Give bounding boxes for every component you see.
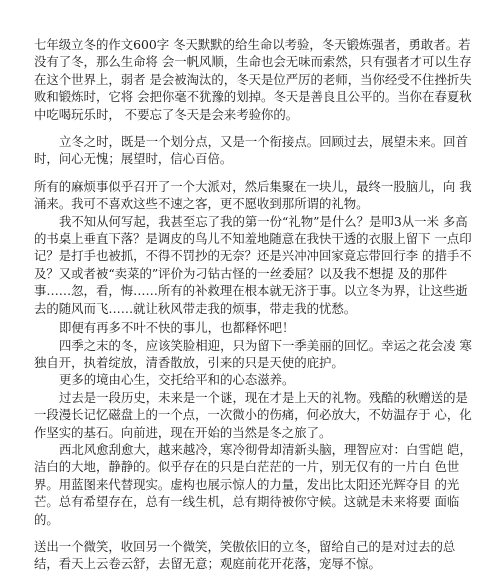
paragraph-state-of-mind: 更多的境由心生，交托给平和的心态滋养。	[59, 372, 295, 388]
paragraph-past-future: 过去是一段历史，未来是一个谜，现在才是上天的礼物。残酷的秋赠送的是一段漫长记忆磁盘上的一个点，一次微小的伤痛，何必放大，不妨温存于 心，化作坚实的基石。向前进，现在开始的当然是冬之旅了。	[34, 389, 472, 440]
paragraph-dividing-point: 立冬之时，既是一个划分点，又是一个衔接点。回顾过去，展望未来。回首 时，问心无愧；展望时，信心百倍。	[34, 134, 468, 167]
paragraph-four-seasons: 四季之末的冬，应该笑脸相迎，只为留下一季美丽的回忆。幸运之花会凌 寒独自开，执着绽放，清香散放，引来的只是天使的庇护。	[34, 337, 472, 370]
paragraph-troubles: 所有的麻烦事似乎召开了一个大派对，然后集聚在一块儿，最终一股脑儿，向 我涌来。我可不喜欢这些不速之客，更不愿收到那所谓的礼物。	[34, 178, 472, 212]
paragraph-intro: 七年级立冬的作文600字 冬天默默的给生命以考验，冬天锻炼强者，勇敢者。若没有了冬，那么生命将 会一帆风顺，生命也会无味而索然，只有强者才可以生存在这个世界上，弱者 是会被淘汰的，冬天是位严厉的老师，当你经受不住挫折失败和锻炼时，它将 会把你毫不犹豫的划掉。冬天是善良且公平的。当你在春夏秋中吃喝玩乐时， 不要忘了冬天是会来考验你的。	[34, 37, 472, 122]
paragraph-gifts: 我不知从何写起，我甚至忘了我的第一份“礼物”是什么？是叩3从一米 多高的书桌上垂直下落？是调皮的鸟儿不知羞地随意在我快干透的衣服上留下 一点印记？是打手也被抓，不得不罚抄的无奈？还是兴冲冲回家竟忘带回行李 的措手不及？又或者被“卖菜的”评价为刁钻古怪的一丝委屈？以及我不想提 及的那件事……忽，看，悔……所有的补救理在根本就无济于事。以立冬为界，让这些逝去的随风而飞……就让秋风带走我的烦事，带走我的忧愁。	[34, 213, 472, 316]
paragraph-closing: 送出一个微笑，收回另一个微笑，笑傲依旧的立冬，留给自己的是对过去的总 结，看天上云卷云舒，去留无意；观庭前花开花落，宠辱不惊。	[34, 538, 456, 572]
paragraph-northwest-wind: 西北风愈刮愈大，越来越冷，寒冷彻骨却清新头脑，理智应对：白雪皑 皑，洁白的大地，静静的。似乎存在的只是白茫茫的一片，别无仅有的一片白 色世界。用蓝图来代替现实。虚构也展示惊人的力量，发出比太阳还光辉夺目 的光芒。总有希望存在，总有一线生机，总有期待被你守候。这就是未来将要 面临的。	[34, 441, 472, 527]
paragraph-let-go: 即便有再多不叶不快的事儿，也都释怀吧！	[59, 320, 295, 336]
